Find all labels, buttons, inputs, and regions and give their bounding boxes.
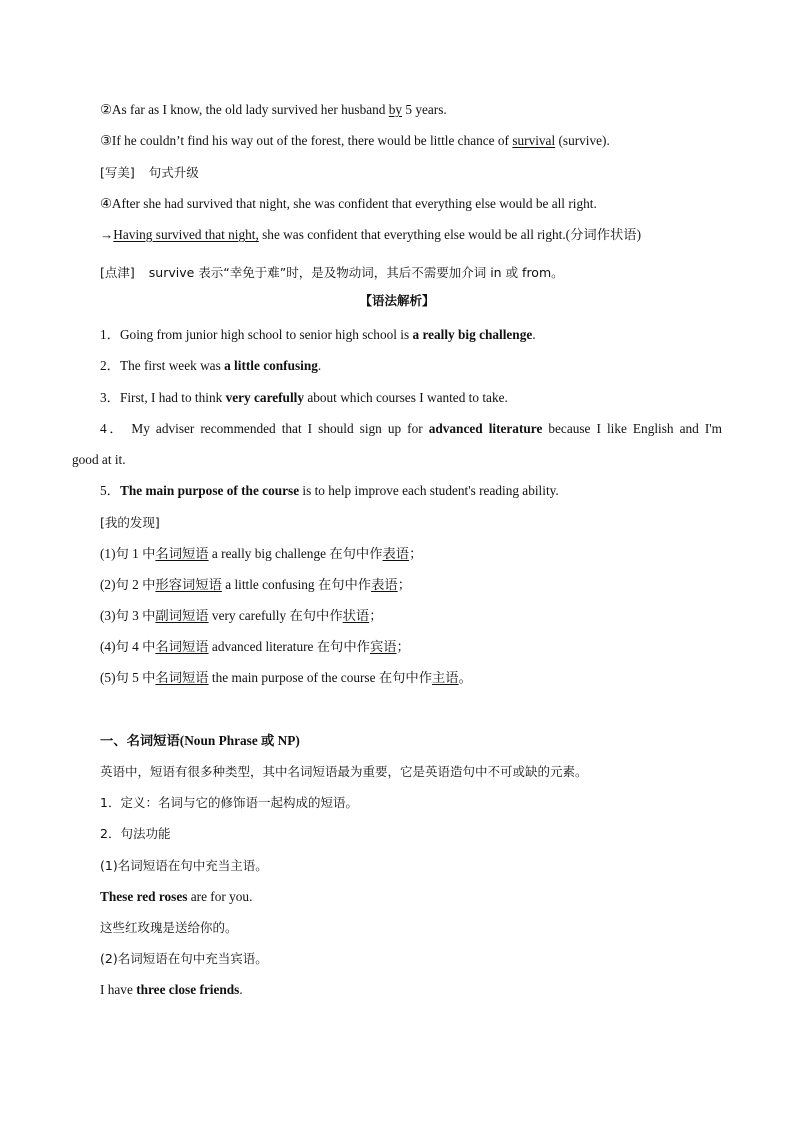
bold-phrase: These red roses xyxy=(100,889,188,904)
discovery-1: (1)句 1 中名词短语 a really big challenge 在句中作表语； xyxy=(100,546,423,561)
arrow-icon: → xyxy=(100,227,114,242)
discovery-5: (5)句 5 中名词短语 the main purpose of the course 在句中作主语。 xyxy=(100,670,472,685)
section-tag: [写美] xyxy=(100,165,135,180)
np-function-2: (2)名词短语在句中充当宾语。 xyxy=(100,951,268,966)
grammar-sentence-2: 2．The first week was a little confusing. xyxy=(100,358,322,373)
dianjin-note: [点津] survive 表示“幸免于难”时，是及物动词，其后不需要加介词 in 或 from。 xyxy=(100,265,564,280)
bold-phrase: a really big challenge xyxy=(412,327,533,342)
discovery-3: (3)句 3 中副词短语 very carefully 在句中作状语； xyxy=(100,608,383,623)
discovery-tag: [我的发现] xyxy=(100,515,160,530)
np-function-heading: 2．句法功能 xyxy=(100,826,171,841)
bold-phrase: advanced literature xyxy=(428,421,543,436)
np-example-2: I have three close friends. xyxy=(100,982,243,997)
underlined-answer: by xyxy=(388,102,403,117)
np-definition: 1．定义：名词与它的修饰语一起构成的短语。 xyxy=(100,795,358,810)
bold-phrase: a little confusing xyxy=(224,358,318,373)
example-number: ③ xyxy=(100,133,112,148)
underlined-answer: Having survived that night, xyxy=(113,227,259,242)
example-4-rewrite: →Having survived that night, she was confident that everything else would be all right.(分词作状语) xyxy=(100,227,642,242)
bold-phrase: very carefully xyxy=(225,390,304,405)
bold-phrase: The main purpose of the course xyxy=(119,483,300,498)
example-number: ② xyxy=(100,102,112,117)
np-example-1: These red roses are for you. xyxy=(100,889,253,904)
example-4: ④After she had survived that night, she was confident that everything else would be all right. xyxy=(100,196,597,211)
section-tag: [点津] xyxy=(100,265,135,280)
discovery-4: (4)句 4 中名词短语 advanced literature 在句中作宾语； xyxy=(100,639,410,654)
grammar-sentence-4: 4． My adviser recommended that I should sign up for advanced literature because I like English and I'm xyxy=(100,421,722,436)
np-example-1-translation: 这些红玫瑰是送给你的。 xyxy=(100,920,238,935)
xiemei-note: [写美] 句式升级 xyxy=(100,165,199,180)
example-3: ③If he couldn’t find his way out of the forest, there would be little chance of survival (survive). xyxy=(100,133,610,148)
np-function-1: (1)名词短语在句中充当主语。 xyxy=(100,858,268,873)
np-section-heading: 一、名词短语(Noun Phrase 或 NP) xyxy=(100,733,300,748)
grammar-sentence-3: 3．First, I had to think very carefully about which courses I wanted to take. xyxy=(100,390,508,405)
grammar-sentence-1: 1．Going from junior high school to senior high school is a really big challenge. xyxy=(100,327,536,342)
example-number: ④ xyxy=(100,196,112,211)
np-intro: 英语中，短语有很多种类型，其中名词短语最为重要，它是英语造句中不可或缺的元素。 xyxy=(100,764,588,779)
bold-phrase: three close friends xyxy=(136,982,240,997)
grammar-sentence-5: 5．The main purpose of the course is to help improve each student's reading ability. xyxy=(100,483,559,498)
example-2: ②As far as I know, the old lady survived her husband by 5 years. xyxy=(100,102,447,117)
underlined-answer: survival xyxy=(512,133,556,148)
discovery-2: (2)句 2 中形容词短语 a little confusing 在句中作表语； xyxy=(100,577,411,592)
grammar-sentence-4-cont: good at it. xyxy=(72,452,126,467)
grammar-heading: 【语法解析】 xyxy=(359,293,435,308)
